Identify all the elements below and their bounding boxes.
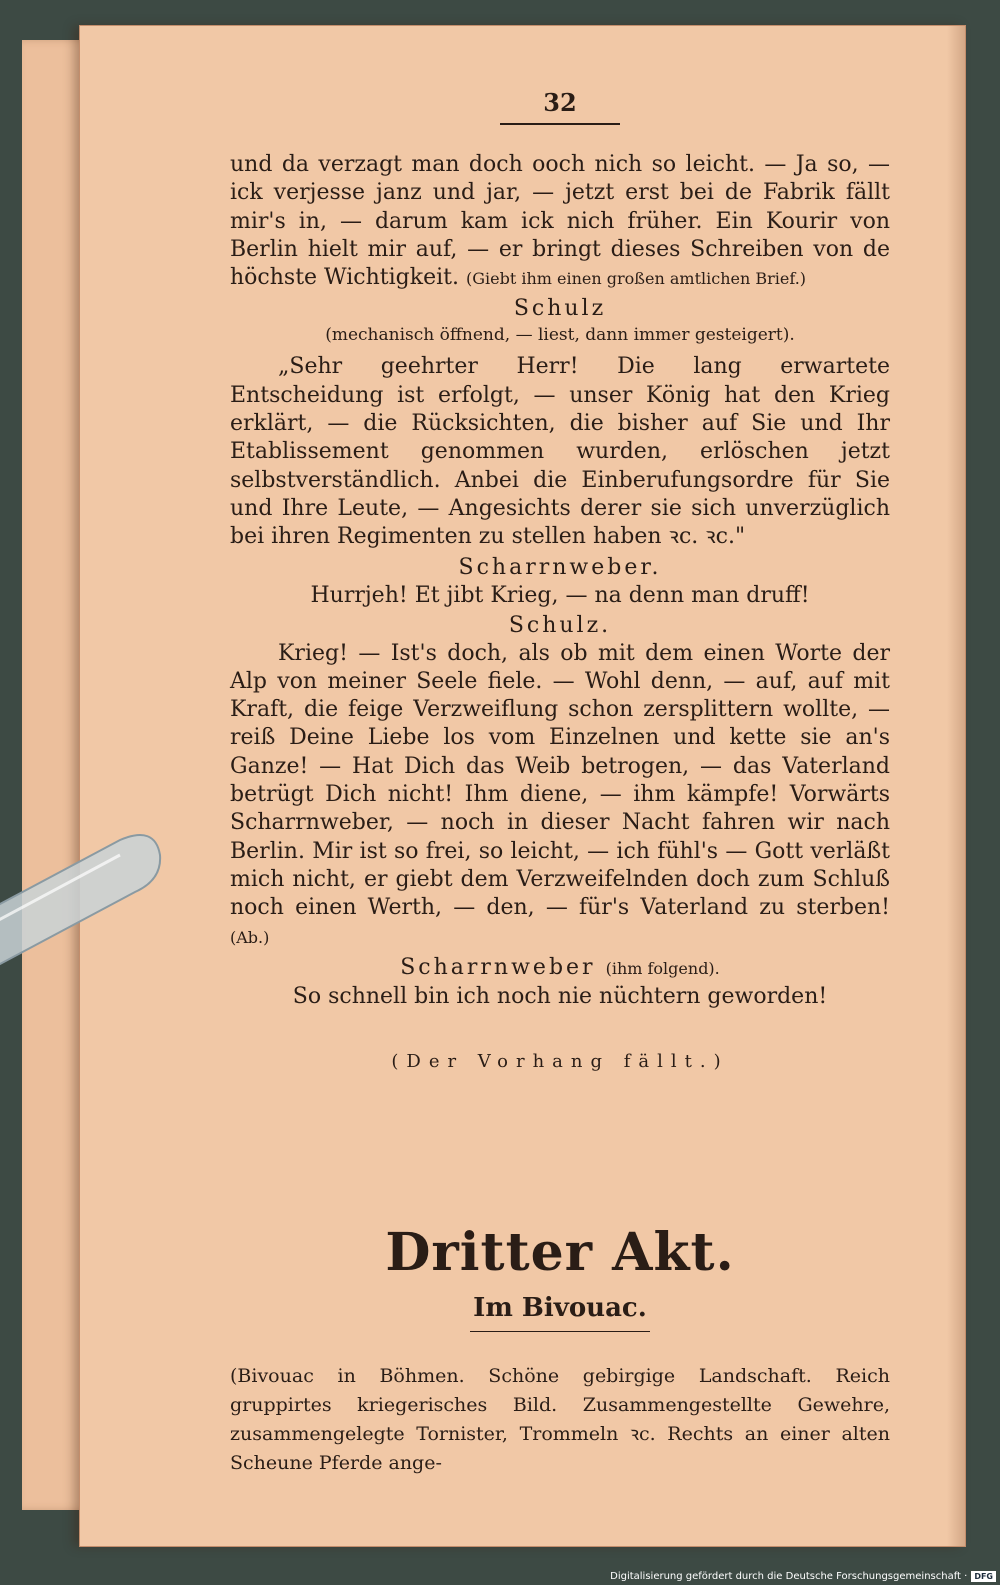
speaker-name: Scharrnweber <box>400 954 596 980</box>
page-number-rule <box>500 123 620 125</box>
act-title: Dritter Akt. <box>385 1221 735 1283</box>
dialogue-text: Krieg! — Ist's doch, als ob mit dem einen Worte der Alp von meiner Seele fiele. — Wohl denn, — auf, auf mit Kraft, die feige Verzweiflung schon zersplittern wollte, — reiß Deine Liebe los vom Einzelnen und kette sie an's Ganze! — Hat Dich das Weib betrogen, — das Vaterland betrügt Dich nicht! Ihm diene, — ihm kämpfe! Vorwärts Scharrnweber, — noch in dieser Nacht fahren wir nach Berlin. Mir ist so frei, so leicht, — ich fühl's — Gott verläßt mich nicht, er giebt dem Verzweifelnden doch zum Schluß noch einen Werth, — den, — für's Vaterland zu sterben! <box>230 640 890 921</box>
act-subtitle-rule <box>470 1331 650 1332</box>
dialogue-paragraph <box>230 640 890 952</box>
act-stage-direction: (Bivouac in Böhmen. Schöne gebirgige Landschaft. Reich gruppirtes kriegerisches Bild. Zusammengestellte Gewehre, zusammengelegte Tornister, Trommeln ꝛc. Rechts an einer alten Scheune Pferde ange- <box>230 1364 890 1474</box>
footer-text: Digitalisierung gefördert durch die Deutsche Forschungsgemeinschaft · <box>610 1571 968 1582</box>
act-subtitle: Im Bivouac. <box>473 1292 647 1323</box>
dfg-logo: DFG <box>971 1571 996 1582</box>
stage-direction: (Ab.) <box>230 927 270 947</box>
stage-direction: (Giebt ihm einen großen amtlichen Brief.) <box>465 269 807 289</box>
speaker-direction: (ihm folgend). <box>605 958 720 978</box>
curtain-direction: (Der Vorhang fällt.) <box>391 1050 729 1072</box>
speaker-name: Scharrnweber. <box>458 554 662 580</box>
speaker-direction: (mechanisch öffnend, — liest, dann immer gesteigert). <box>325 325 795 346</box>
speaker-name: Schulz. <box>508 612 612 638</box>
dialogue-paragraph <box>230 151 890 293</box>
letter-text: „Sehr geehrter Herr! Die lang erwartete Entscheidung ist erfolgt, — unser König hat den Krieg erklärt, — die Rücksichten, die bisher auf Sie und Ihr Etablissement genommen wurden, erlöschen jetzt selbstverständlich. Anbei die Einberufungsordre für Sie und Ihre Leute, — Angesichts derer sie sich unverzüglich bei ihren Regimenten zu stellen haben ꝛc. ꝛc." <box>230 354 890 550</box>
dialogue-line: Hurrjeh! Et jibt Krieg, — na denn man druff! <box>310 582 810 608</box>
dialogue-text: und da verzagt man doch ooch nich so leicht. — Ja so, — ick verjesse janz und jar, — jetzt erst bei de Fabrik fällt mir's in, — darum kam ick nich früher. Ein Kourir von Berlin hielt mir auf, — er bringt dieses Schreiben von de höchste Wichtigkeit. <box>230 152 890 291</box>
dialogue-line: So schnell bin ich noch nie nüchtern geworden! <box>292 983 828 1009</box>
page-number: 32 <box>543 88 577 117</box>
book-page <box>80 26 965 1546</box>
page-content <box>230 88 890 1478</box>
speaker-line <box>230 954 890 983</box>
speaker-name: Schulz <box>513 296 607 322</box>
footer-credit <box>610 1571 996 1582</box>
